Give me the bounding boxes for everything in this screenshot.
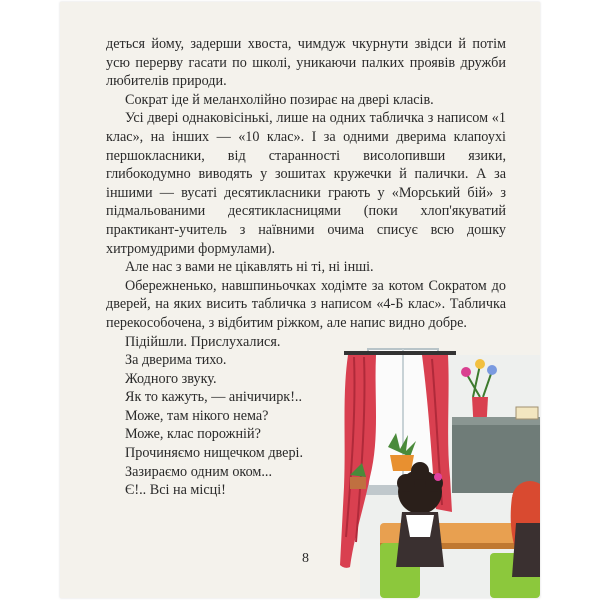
text-line: Прочиняємо нищечком двері. xyxy=(125,445,304,462)
paragraph: Усі двері однаковісінькі, лише на одних табличка з написом «1 клас», на інших — «10 клас». І за одними дверима клапоухі першокласники, від старанності висолопивши язики, глибокодумно виводять у зошитах кружечки й палички. А за іншими — вусаті десятикласники грають у «Морський бій» з підмальованими десятикласницями (поки хлоп'якуватий практикант-учитель з наївними очима списує всю дошку хитромудрими формулами). xyxy=(106,110,506,257)
text-line: Зазираємо одним оком... xyxy=(125,463,273,480)
book-page xyxy=(60,2,540,598)
student-girl-red xyxy=(511,481,540,577)
classroom-illustration xyxy=(340,337,540,598)
student-girl-dark xyxy=(396,462,444,567)
paragraph: деться йому, задерши хвоста, чимдуж чкурнути звідси й потім усю перерву гасати по школі, уникаючи палких проявів дружби любителів природи. xyxy=(106,36,506,90)
curtain-rod xyxy=(344,351,456,355)
text-line: Може, клас порожній? xyxy=(125,426,261,443)
text-line: За дверима тихо. xyxy=(125,352,227,369)
text-line: Є!.. Всі на місці! xyxy=(125,482,226,499)
text-line: Може, там нікого нема? xyxy=(125,407,269,424)
text-line: Як то кажуть, — анічичирк!.. xyxy=(125,389,303,406)
text-line: Підійшли. Прислухалися. xyxy=(125,333,281,350)
paragraph: Але нас з вами не цікавлять ні ті, ні інші. xyxy=(125,259,374,276)
text-line: Жодного звуку. xyxy=(125,370,217,387)
paragraph: Сократ іде й меланхолійно позирає на двері класів. xyxy=(125,91,434,108)
paragraph: Обережненько, навшпиньочках ходімте за котом Сократом до дверей, на яких висить табличка з написом «4-Б клас». Табличка перекособочена, з відбитим ріжком, але напис видно добре. xyxy=(106,277,506,331)
page-number: 8 xyxy=(302,551,309,566)
